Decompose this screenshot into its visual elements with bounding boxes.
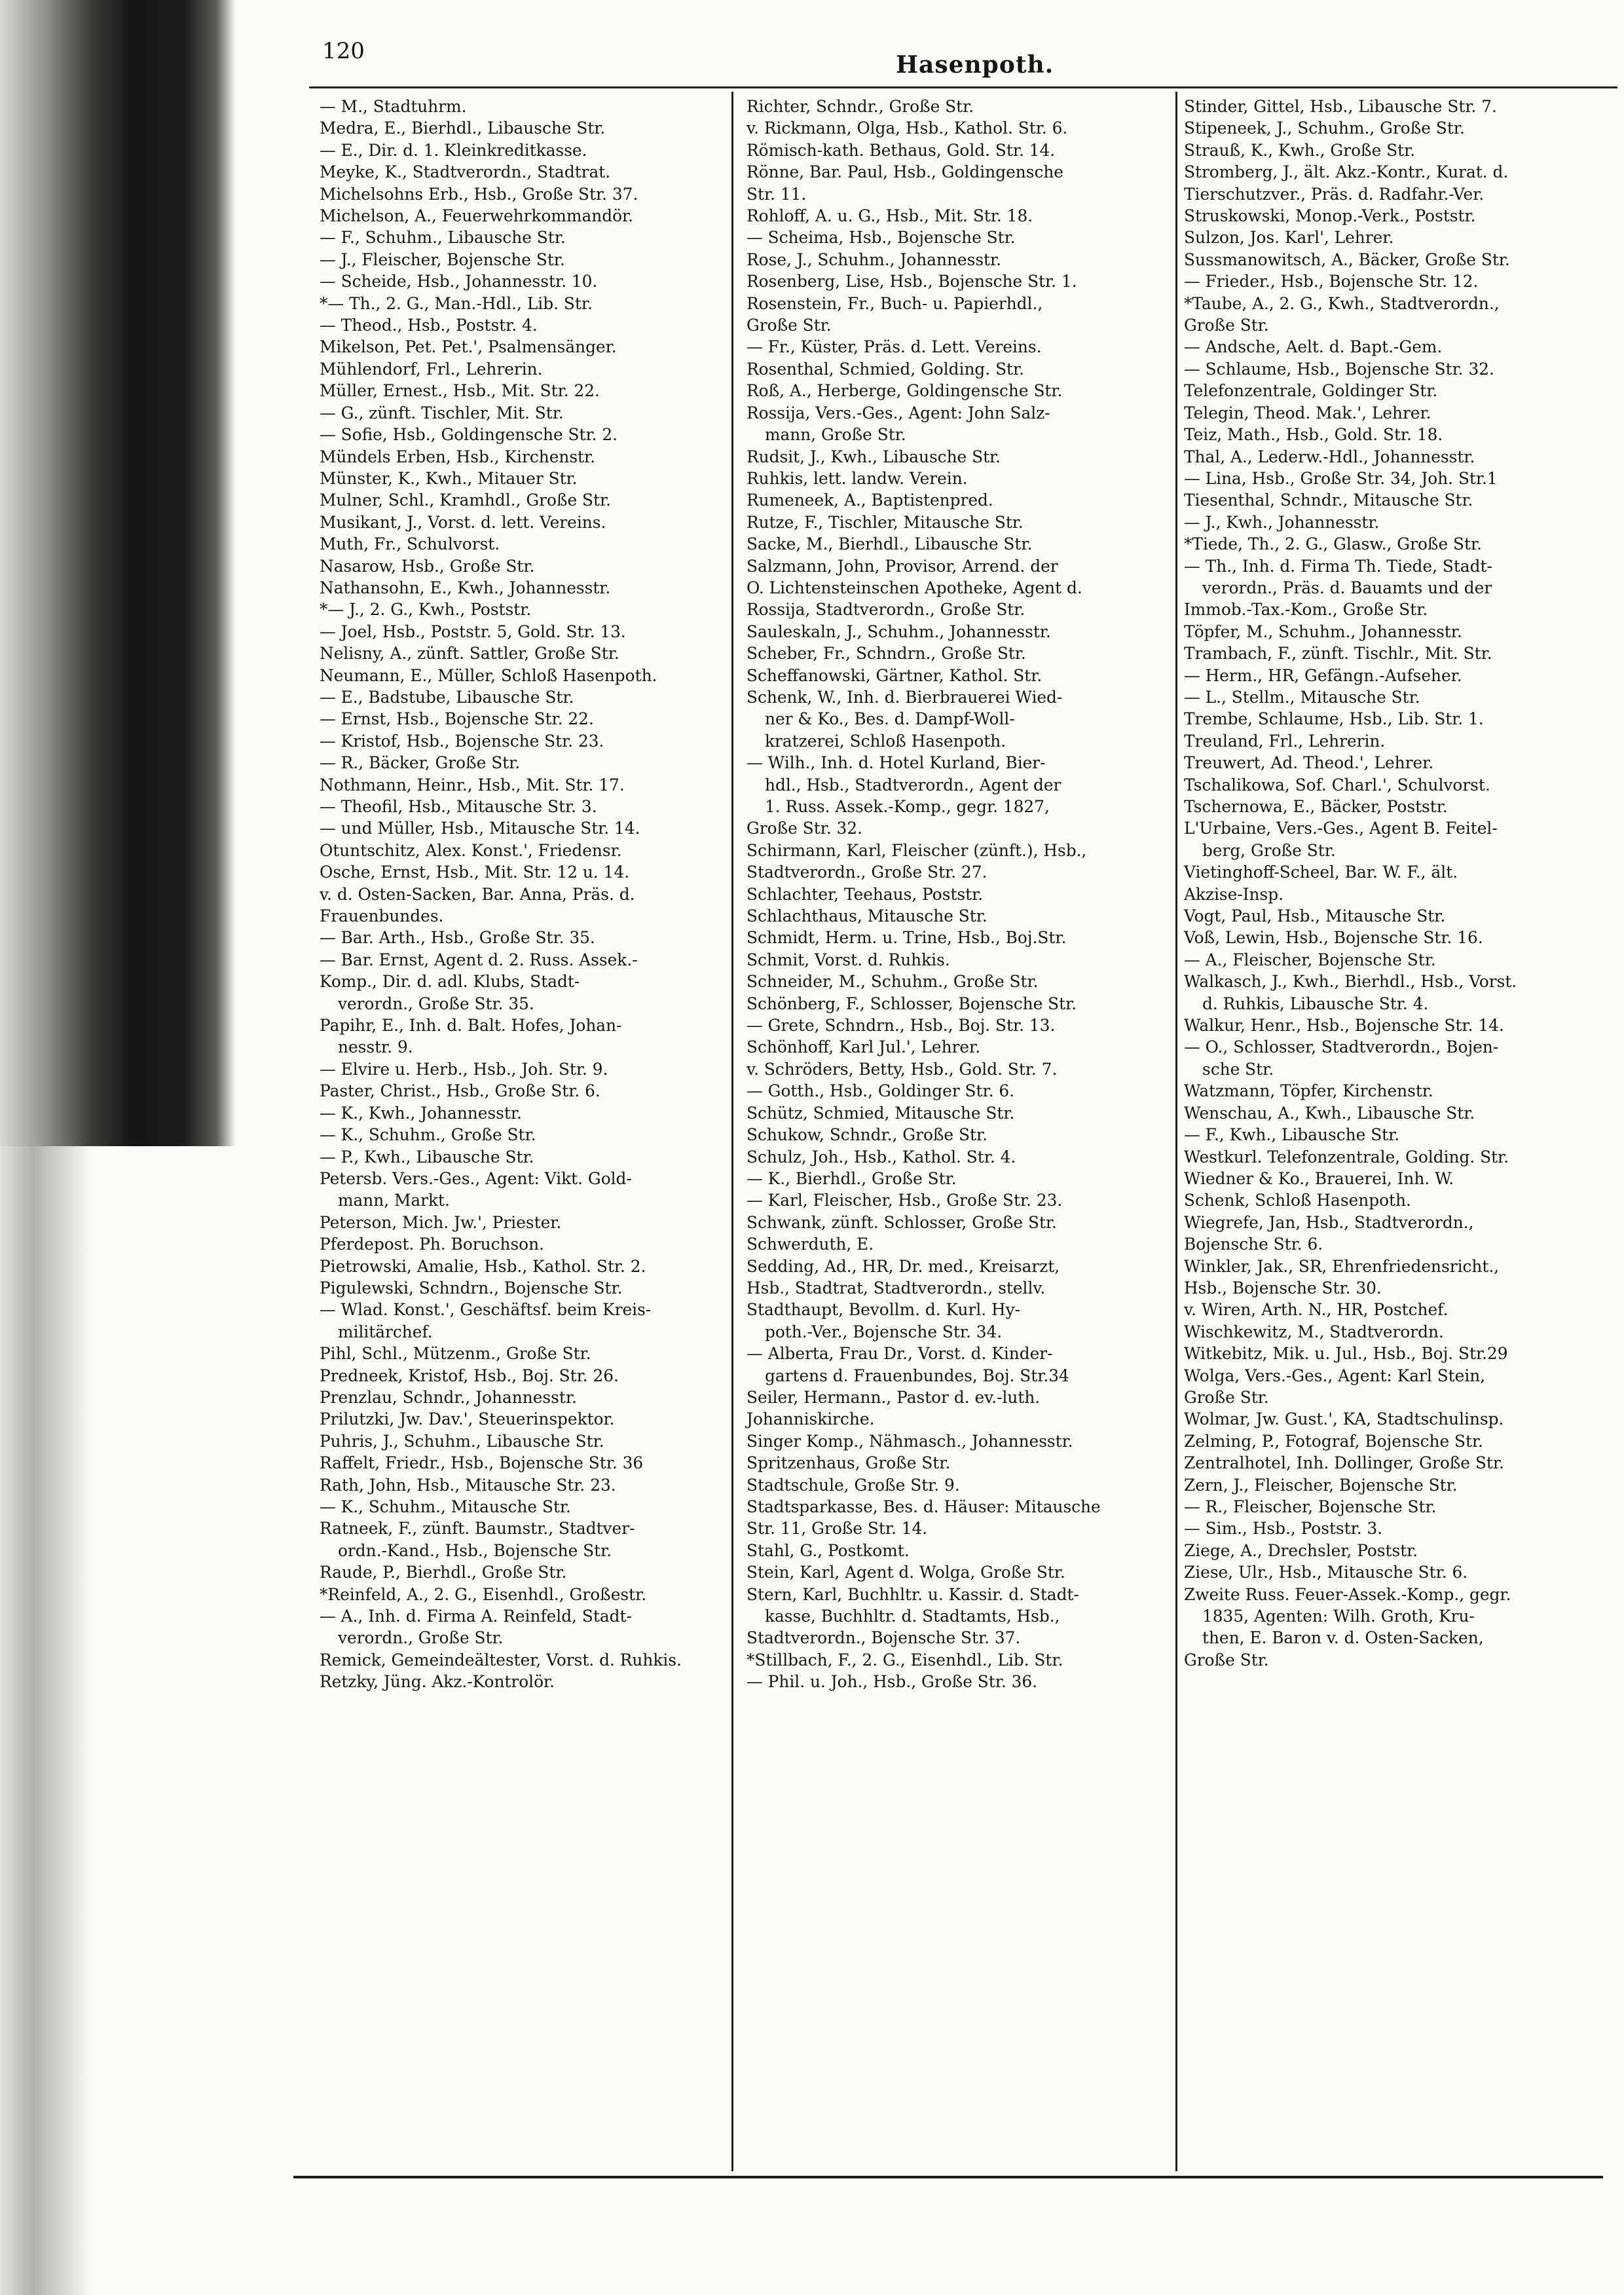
directory-line: Vietinghoff-Scheel, Bar. W. F., ält.: [1184, 863, 1458, 882]
directory-line: Wiedner & Ko., Brauerei, Inh. W.: [1184, 1168, 1454, 1188]
directory-line: Schneider, M., Schuhm., Große Str.: [747, 972, 1039, 992]
directory-line: *— Th., 2. G., Man.-Hdl., Lib. Str.: [320, 293, 593, 313]
directory-line: Muth, Fr., Schulvorst.: [320, 534, 500, 554]
directory-line: Schlachter, Teehaus, Poststr.: [747, 884, 984, 904]
directory-line: — Elvire u. Herb., Hsb., Joh. Str. 9.: [320, 1059, 608, 1079]
directory-line: Singer Komp., Nähmasch., Johannesstr.: [747, 1431, 1073, 1451]
directory-line: Stadtverordn., Bojensche Str. 37.: [747, 1628, 1021, 1648]
book-binding-shadow: [0, 0, 236, 1146]
directory-line: Stadthaupt, Bevollm. d. Kurl. Hy-: [747, 1300, 1021, 1320]
directory-line: Osche, Ernst, Hsb., Mit. Str. 12 u. 14.: [320, 863, 630, 882]
directory-line: — und Müller, Hsb., Mitausche Str. 14.: [320, 819, 640, 838]
directory-line: Ziese, Ulr., Hsb., Mitausche Str. 6.: [1184, 1563, 1468, 1582]
directory-line: Stein, Karl, Agent d. Wolga, Große Str.: [747, 1563, 1065, 1582]
directory-line: Meyke, K., Stadtverordn., Stadtrat.: [320, 162, 611, 182]
directory-line: Wolga, Vers.-Ges., Agent: Karl Stein,: [1184, 1366, 1486, 1385]
directory-line: gartens d. Frauenbundes, Boj. Str.34: [765, 1366, 1069, 1385]
directory-line: — Ernst, Hsb., Bojensche Str. 22.: [320, 709, 594, 729]
directory-line: Schirmann, Karl, Fleischer (zünft.), Hsb.,: [747, 840, 1087, 860]
directory-line: *Taube, A., 2. G., Kwh., Stadtverordn.,: [1184, 293, 1500, 313]
directory-line: Treuwert, Ad. Theod.', Lehrer.: [1184, 753, 1434, 773]
directory-line: Stern, Karl, Buchhltr. u. Kassir. d. Stadt-: [747, 1584, 1079, 1604]
directory-line: Nasarow, Hsb., Große Str.: [320, 556, 535, 576]
directory-line: Wischkewitz, M., Stadtverordn.: [1184, 1322, 1444, 1341]
directory-line: Ratneek, F., zünft. Baumstr., Stadtver-: [320, 1519, 635, 1539]
directory-line: — Sim., Hsb., Poststr. 3.: [1184, 1519, 1383, 1539]
directory-line: Schönhoff, Karl Jul.', Lehrer.: [747, 1037, 981, 1057]
directory-line: Hsb., Bojensche Str. 30.: [1184, 1278, 1382, 1297]
directory-line: Petersb. Vers.-Ges., Agent: Vikt. Gold-: [320, 1168, 632, 1188]
directory-line: Zentralhotel, Inh. Dollinger, Große Str.: [1184, 1453, 1504, 1473]
directory-line: — Frieder., Hsb., Bojensche Str. 12.: [1184, 272, 1479, 291]
directory-line: Str. 11, Große Str. 14.: [747, 1519, 928, 1539]
directory-line: Töpfer, M., Schuhm., Johannesstr.: [1184, 622, 1462, 641]
directory-line: — Sofie, Hsb., Goldingensche Str. 2.: [320, 425, 618, 445]
directory-line: Prenzlau, Schndr., Johannesstr.: [320, 1387, 577, 1407]
directory-line: O. Lichtensteinschen Apotheke, Agent d.: [747, 578, 1082, 597]
directory-line: d. Ruhkis, Libausche Str. 4.: [1202, 994, 1429, 1013]
directory-line: sche Str.: [1202, 1059, 1274, 1079]
directory-line: Rudsit, J., Kwh., Libausche Str.: [747, 447, 1001, 466]
directory-line: — Scheide, Hsb., Johannesstr. 10.: [320, 272, 598, 291]
page-edge-shadow: [0, 1146, 92, 2295]
directory-line: Stipeneek, J., Schuhm., Große Str.: [1184, 119, 1465, 138]
directory-line: Rumeneek, A., Baptistenpred.: [747, 491, 993, 510]
directory-line: Tiesenthal, Schndr., Mitausche Str.: [1184, 491, 1473, 510]
directory-line: Rose, J., Schuhm., Johannesstr.: [747, 250, 1002, 269]
directory-line: Tierschutzver., Präs. d. Radfahr.-Ver.: [1184, 184, 1485, 204]
directory-line: Pihl, Schl., Mützenm., Große Str.: [320, 1344, 591, 1364]
directory-line: Wenschau, A., Kwh., Libausche Str.: [1184, 1103, 1475, 1123]
directory-line: *— J., 2. G., Kwh., Poststr.: [320, 600, 532, 620]
directory-line: Salzmann, John, Provisor, Arrend. der: [747, 556, 1058, 576]
directory-line: Trambach, F., zünft. Tischlr., Mit. Str.: [1184, 644, 1492, 663]
directory-line: Trembe, Schlaume, Hsb., Lib. Str. 1.: [1184, 709, 1484, 729]
directory-line: Richter, Schndr., Große Str.: [747, 97, 974, 116]
directory-line: Telegin, Theod. Mak.', Lehrer.: [1184, 403, 1431, 422]
directory-line: Teiz, Math., Hsb., Gold. Str. 18.: [1184, 425, 1443, 445]
directory-line: — Theofil, Hsb., Mitausche Str. 3.: [320, 797, 597, 816]
directory-line: — L., Stellm., Mitausche Str.: [1184, 687, 1420, 707]
directory-line: Puhris, J., Schuhm., Libausche Str.: [320, 1431, 604, 1451]
directory-line: Sedding, Ad., HR, Dr. med., Kreisarzt,: [747, 1256, 1060, 1276]
directory-line: Ruhkis, lett. landw. Verein.: [747, 468, 968, 488]
directory-line: Zweite Russ. Feuer-Assek.-Komp., gegr.: [1184, 1584, 1511, 1604]
directory-line: — Bar. Ernst, Agent d. 2. Russ. Assek.-: [320, 950, 638, 969]
directory-line: Witkebitz, Mik. u. Jul., Hsb., Boj. Str.29: [1184, 1344, 1508, 1364]
directory-line: kasse, Buchhltr. d. Stadtamts, Hsb.,: [765, 1607, 1060, 1626]
directory-line: Schulz, Joh., Hsb., Kathol. Str. 4.: [747, 1147, 1016, 1166]
directory-line: — Wlad. Konst.', Geschäftsf. beim Kreis-: [320, 1300, 652, 1320]
directory-line: Stahl, G., Postkomt.: [747, 1540, 910, 1560]
directory-line: Medra, E., Bierhdl., Libausche Str.: [320, 119, 606, 138]
directory-line: Retzky, Jüng. Akz.-Kontrolör.: [320, 1672, 555, 1692]
directory-line: Treuland, Frl., Lehrerin.: [1184, 731, 1386, 751]
directory-line: Sussmanowitsch, A., Bäcker, Große Str.: [1184, 250, 1510, 269]
directory-line: — K., Schuhm., Große Str.: [320, 1125, 536, 1145]
directory-line: Neumann, E., Müller, Schloß Hasenpoth.: [320, 665, 657, 685]
directory-line: Papihr, E., Inh. d. Balt. Hofes, Johan-: [320, 1016, 622, 1036]
directory-line: Mühlendorf, Frl., Lehrerin.: [320, 359, 543, 379]
directory-line: — Phil. u. Joh., Hsb., Große Str. 36.: [747, 1672, 1038, 1692]
directory-line: — K., Schuhm., Mitausche Str.: [320, 1497, 571, 1516]
directory-line: Schönberg, F., Schlosser, Bojensche Str.: [747, 994, 1077, 1013]
directory-line: Sacke, M., Bierhdl., Libausche Str.: [747, 534, 1033, 554]
directory-line: — R., Fleischer, Bojensche Str.: [1184, 1497, 1437, 1516]
directory-line: Große Str. 32.: [747, 819, 862, 838]
directory-line: Schmidt, Herm. u. Trine, Hsb., Boj.Str.: [747, 928, 1067, 948]
directory-line: — Grete, Schndrn., Hsb., Boj. Str. 13.: [747, 1016, 1056, 1036]
directory-line: Peterson, Mich. Jw.', Priester.: [320, 1212, 562, 1232]
directory-line: Rosenberg, Lise, Hsb., Bojensche Str. 1.: [747, 272, 1077, 291]
directory-line: — Bar. Arth., Hsb., Große Str. 35.: [320, 928, 595, 948]
directory-line: Raffelt, Friedr., Hsb., Bojensche Str. 36: [320, 1453, 644, 1473]
directory-line: Thal, A., Lederw.-Hdl., Johannesstr.: [1184, 447, 1475, 466]
directory-line: ordn.-Kand., Hsb., Bojensche Str.: [338, 1540, 612, 1560]
page-header: Hasenpoth.: [896, 51, 1054, 79]
directory-line: Wolmar, Jw. Gust.', KA, Stadtschulinsp.: [1184, 1409, 1504, 1429]
directory-line: Römisch-kath. Bethaus, Gold. Str. 14.: [747, 140, 1056, 160]
directory-line: Müller, Ernest., Hsb., Mit. Str. 22.: [320, 381, 600, 401]
directory-line: Schwerduth, E.: [747, 1235, 874, 1254]
directory-line: Michelson, A., Feuerwehrkommandör.: [320, 206, 634, 226]
directory-line: — P., Kwh., Libausche Str.: [320, 1147, 534, 1166]
directory-line: — R., Bäcker, Große Str.: [320, 753, 521, 773]
directory-line: Frauenbundes.: [320, 906, 444, 926]
directory-line: — Fr., Küster, Präs. d. Lett. Vereins.: [747, 337, 1042, 357]
directory-line: Rutze, F., Tischler, Mitausche Str.: [747, 512, 1024, 532]
directory-line: — Wilh., Inh. d. Hotel Kurland, Bier-: [747, 753, 1046, 773]
directory-line: Komp., Dir. d. adl. Klubs, Stadt-: [320, 972, 580, 992]
directory-line: — F., Schuhm., Libausche Str.: [320, 228, 566, 248]
header-rule: [309, 86, 1617, 88]
directory-line: Nelisny, A., zünft. Sattler, Große Str.: [320, 644, 619, 663]
directory-line: Rath, John, Hsb., Mitausche Str. 23.: [320, 1475, 616, 1495]
directory-line: Telefonzentrale, Goldinger Str.: [1184, 381, 1438, 401]
directory-line: Mulner, Schl., Kramhdl., Große Str.: [320, 491, 612, 510]
directory-line: Rönne, Bar. Paul, Hsb., Goldingensche: [747, 162, 1063, 182]
directory-line: v. Schröders, Betty, Hsb., Gold. Str. 7.: [747, 1059, 1058, 1079]
column-3: [1184, 96, 1616, 1671]
directory-line: Rosenstein, Fr., Buch- u. Papierhdl.,: [747, 293, 1043, 313]
directory-line: kratzerei, Schloß Hasenpoth.: [765, 731, 1006, 751]
directory-line: ner & Ko., Bes. d. Dampf-Woll-: [765, 709, 1015, 729]
directory-line: Schmit, Vorst. d. Ruhkis.: [747, 950, 950, 969]
directory-line: verordn., Präs. d. Bauamts und der: [1202, 578, 1492, 597]
directory-line: Stadtsparkasse, Bes. d. Häuser: Mitausche: [747, 1497, 1101, 1516]
directory-line: Johanniskirche.: [747, 1409, 875, 1429]
directory-line: — Herm., HR, Gefängn.-Aufseher.: [1184, 665, 1462, 685]
footer-rule: [293, 2176, 1603, 2178]
directory-line: — Andsche, Aelt. d. Bapt.-Gem.: [1184, 337, 1443, 357]
directory-line: Wiegrefe, Jan, Hsb., Stadtverordn.,: [1184, 1212, 1474, 1232]
directory-line: Walkur, Henr., Hsb., Bojensche Str. 14.: [1184, 1016, 1504, 1036]
directory-line: *Tiede, Th., 2. G., Glasw., Große Str.: [1184, 534, 1482, 554]
column-2: [747, 96, 1179, 1693]
directory-line: Akzise-Insp.: [1184, 884, 1283, 904]
directory-line: Tschernowa, E., Bäcker, Poststr.: [1184, 797, 1448, 816]
directory-line: — J., Kwh., Johannesstr.: [1184, 512, 1380, 532]
directory-line: *Reinfeld, A., 2. G., Eisenhdl., Großestr.: [320, 1584, 647, 1604]
directory-line: — Alberta, Frau Dr., Vorst. d. Kinder-: [747, 1344, 1053, 1364]
directory-line: Scheffanowski, Gärtner, Kathol. Str.: [747, 665, 1043, 685]
directory-line: Schukow, Schndr., Große Str.: [747, 1125, 987, 1145]
directory-line: Große Str.: [1184, 1387, 1269, 1407]
directory-line: Spritzenhaus, Große Str.: [747, 1453, 951, 1473]
directory-line: Rossija, Vers.-Ges., Agent: John Salz-: [747, 403, 1050, 422]
directory-line: verordn., Große Str. 35.: [338, 994, 534, 1013]
directory-line: Michelsohns Erb., Hsb., Große Str. 37.: [320, 184, 638, 204]
directory-line: Zern, J., Fleischer, Bojensche Str.: [1184, 1475, 1458, 1495]
directory-line: Nothmann, Heinr., Hsb., Mit. Str. 17.: [320, 775, 625, 794]
directory-line: Mündels Erben, Hsb., Kirchenstr.: [320, 447, 596, 466]
directory-line: — K., Kwh., Johannesstr.: [320, 1103, 522, 1123]
directory-line: berg, Große Str.: [1202, 840, 1336, 860]
directory-line: Remick, Gemeindeältester, Vorst. d. Ruhkis.: [320, 1650, 682, 1670]
directory-line: Schlachthaus, Mitausche Str.: [747, 906, 987, 926]
directory-line: — Karl, Fleischer, Hsb., Große Str. 23.: [747, 1191, 1063, 1210]
directory-line: — E., Badstube, Libausche Str.: [320, 687, 574, 707]
directory-line: — Gotth., Hsb., Goldinger Str. 6.: [747, 1081, 1015, 1101]
directory-line: militärchef.: [338, 1322, 433, 1341]
directory-line: Bojensche Str. 6.: [1184, 1235, 1323, 1254]
directory-line: Rosenthal, Schmied, Golding. Str.: [747, 359, 1025, 379]
directory-line: Schwank, zünft. Schlosser, Große Str.: [747, 1212, 1057, 1232]
directory-line: Pigulewski, Schndrn., Bojensche Str.: [320, 1278, 623, 1297]
directory-line: Tschalikowa, Sof. Charl.', Schulvorst.: [1184, 775, 1490, 794]
directory-line: Rohloff, A. u. G., Hsb., Mit. Str. 18.: [747, 206, 1033, 226]
directory-line: Sulzon, Jos. Karl', Lehrer.: [1184, 228, 1394, 248]
directory-line: Strauß, K., Kwh., Große Str.: [1184, 140, 1416, 160]
directory-line: Nathansohn, E., Kwh., Johannesstr.: [320, 578, 611, 597]
directory-line: Struskowski, Monop.-Verk., Poststr.: [1184, 206, 1476, 226]
directory-line: then, E. Baron v. d. Osten-Sacken,: [1202, 1628, 1484, 1648]
directory-line: Stinder, Gittel, Hsb., Libausche Str. 7.: [1184, 97, 1497, 116]
directory-line: Schütz, Schmied, Mitausche Str.: [747, 1103, 1015, 1123]
directory-line: hdl., Hsb., Stadtverordn., Agent der: [765, 775, 1061, 794]
directory-line: Winkler, Jak., SR, Ehrenfriedensricht.,: [1184, 1256, 1500, 1276]
directory-line: Große Str.: [1184, 1650, 1269, 1670]
directory-line: v. d. Osten-Sacken, Bar. Anna, Präs. d.: [320, 884, 635, 904]
directory-line: — A., Fleischer, Bojensche Str.: [1184, 950, 1436, 969]
directory-line: Zelming, P., Fotograf, Bojensche Str.: [1184, 1431, 1484, 1451]
directory-line: Pferdepost. Ph. Boruchson.: [320, 1235, 544, 1254]
directory-line: Große Str.: [1184, 316, 1269, 335]
directory-line: — J., Fleischer, Bojensche Str.: [320, 250, 565, 269]
directory-line: — Theod., Hsb., Poststr. 4.: [320, 316, 538, 335]
directory-line: Ziege, A., Drechsler, Poststr.: [1184, 1540, 1418, 1560]
directory-line: — M., Stadtuhrm.: [320, 97, 467, 116]
directory-line: mann, Markt.: [338, 1191, 450, 1210]
directory-line: — Th., Inh. d. Firma Th. Tiede, Stadt-: [1184, 556, 1492, 576]
directory-line: Hsb., Stadtrat, Stadtverordn., stellv.: [747, 1278, 1046, 1297]
directory-line: 1835, Agenten: Wilh. Groth, Kru-: [1202, 1607, 1475, 1626]
directory-line: Predneek, Kristof, Hsb., Boj. Str. 26.: [320, 1366, 619, 1385]
directory-line: Str. 11.: [747, 184, 807, 204]
directory-line: Otuntschitz, Alex. Konst.', Friedensr.: [320, 840, 622, 860]
directory-line: — G., zünft. Tischler, Mit. Str.: [320, 403, 564, 422]
directory-line: Seiler, Hermann., Pastor d. ev.-luth.: [747, 1387, 1041, 1407]
directory-line: Schenk, Schloß Hasenpoth.: [1184, 1191, 1411, 1210]
directory-line: — A., Inh. d. Firma A. Reinfeld, Stadt-: [320, 1607, 632, 1626]
directory-line: Schenk, W., Inh. d. Bierbrauerei Wied-: [747, 687, 1063, 707]
directory-line: — Kristof, Hsb., Bojensche Str. 23.: [320, 731, 604, 751]
directory-line: Sauleskaln, J., Schuhm., Johannesstr.: [747, 622, 1051, 641]
directory-line: Münster, K., Kwh., Mitauer Str.: [320, 468, 578, 488]
directory-line: — Scheima, Hsb., Bojensche Str.: [747, 228, 1016, 248]
directory-line: Scheber, Fr., Schndrn., Große Str.: [747, 644, 1026, 663]
directory-line: L'Urbaine, Vers.-Ges., Agent B. Feitel-: [1184, 819, 1498, 838]
directory-line: Roß, A., Herberge, Goldingensche Str.: [747, 381, 1063, 401]
directory-line: mann, Große Str.: [765, 425, 906, 445]
directory-line: Watzmann, Töpfer, Kirchenstr.: [1184, 1081, 1433, 1101]
directory-line: Stromberg, J., ält. Akz.-Kontr., Kurat. d.: [1184, 162, 1509, 182]
directory-line: Prilutzki, Jw. Dav.', Steuerinspektor.: [320, 1409, 615, 1429]
directory-line: — Schlaume, Hsb., Bojensche Str. 32.: [1184, 359, 1494, 379]
directory-line: Mikelson, Pet. Pet.', Psalmensänger.: [320, 337, 617, 357]
directory-line: Walkasch, J., Kwh., Bierhdl., Hsb., Vorst.: [1184, 972, 1517, 992]
directory-line: *Stillbach, F., 2. G., Eisenhdl., Lib. Str.: [747, 1650, 1063, 1670]
directory-line: nesstr. 9.: [338, 1037, 413, 1057]
directory-line: Vogt, Paul, Hsb., Mitausche Str.: [1184, 906, 1446, 926]
directory-line: Immob.-Tax.-Kom., Große Str.: [1184, 600, 1428, 620]
page-number: 120: [322, 38, 365, 64]
directory-line: Raude, P., Bierhdl., Große Str.: [320, 1563, 567, 1582]
directory-line: 1. Russ. Assek.-Komp., gegr. 1827,: [765, 797, 1050, 816]
directory-line: — E., Dir. d. 1. Kleinkreditkasse.: [320, 140, 587, 160]
directory-line: Musikant, J., Vorst. d. lett. Vereins.: [320, 512, 606, 532]
directory-line: — Joel, Hsb., Poststr. 5, Gold. Str. 13.: [320, 622, 626, 641]
directory-line: Pietrowski, Amalie, Hsb., Kathol. Str. 2.: [320, 1256, 646, 1276]
directory-line: v. Wiren, Arth. N., HR, Postchef.: [1184, 1300, 1449, 1320]
directory-line: Große Str.: [747, 316, 832, 335]
column-1: [320, 96, 752, 1693]
directory-line: Rossija, Stadtverordn., Große Str.: [747, 600, 1025, 620]
directory-line: verordn., Große Str.: [338, 1628, 504, 1648]
directory-line: Stadtschule, Große Str. 9.: [747, 1475, 960, 1495]
directory-line: Voß, Lewin, Hsb., Bojensche Str. 16.: [1184, 928, 1483, 948]
directory-line: — K., Bierhdl., Große Str.: [747, 1168, 957, 1188]
directory-line: Westkurl. Telefonzentrale, Golding. Str.: [1184, 1147, 1509, 1166]
directory-line: poth.-Ver., Bojensche Str. 34.: [765, 1322, 1003, 1341]
directory-line: — Lina, Hsb., Große Str. 34, Joh. Str.1: [1184, 468, 1498, 488]
directory-line: — F., Kwh., Libausche Str.: [1184, 1125, 1400, 1145]
directory-line: v. Rickmann, Olga, Hsb., Kathol. Str. 6.: [747, 119, 1068, 138]
directory-line: — O., Schlosser, Stadtverordn., Bojen-: [1184, 1037, 1499, 1057]
directory-line: Paster, Christ., Hsb., Große Str. 6.: [320, 1081, 600, 1101]
directory-line: Stadtverordn., Große Str. 27.: [747, 863, 987, 882]
